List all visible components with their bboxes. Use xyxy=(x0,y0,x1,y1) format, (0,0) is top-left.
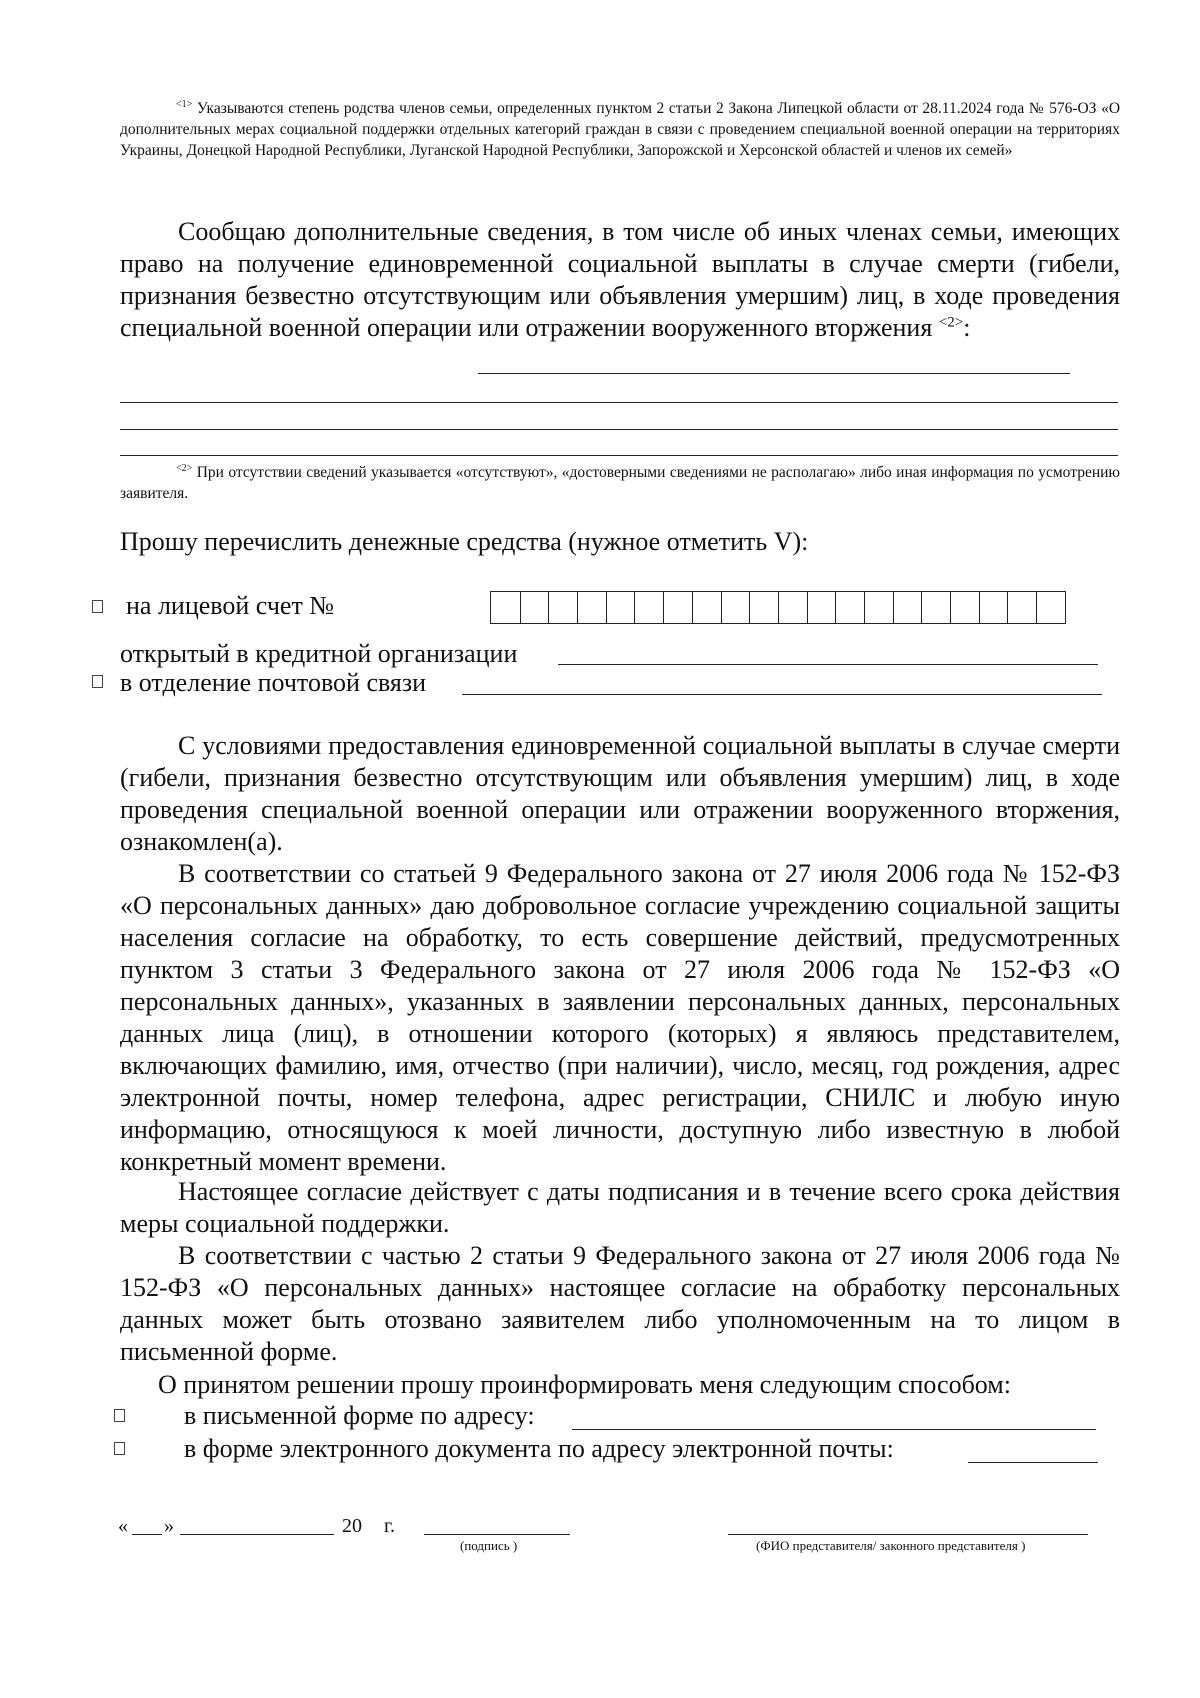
footnote-2-marker: <2> xyxy=(176,462,193,474)
account-number-cell[interactable] xyxy=(835,592,864,623)
account-label: на лицевой счет № xyxy=(126,591,335,620)
name-field[interactable] xyxy=(728,1534,1088,1535)
notify-mail-label: в письменной форме по адресу: xyxy=(184,1401,535,1430)
signature-field[interactable] xyxy=(424,1534,570,1535)
footnote-1 xyxy=(120,98,1120,161)
post-label: в отделение почтовой связи xyxy=(120,668,427,697)
bank-field[interactable] xyxy=(558,664,1098,665)
additional-info-paragraph xyxy=(120,216,1120,344)
account-number-cell[interactable] xyxy=(577,592,606,623)
consent-paragraph: В соответствии со статьей 9 Федерального закона от 27 июля 2006 года № 152-ФЗ «О персональных данных» даю добровольное согласие учреждению социальной защиты населения согласие на обработку, то есть совершение действий, предусмотренных пунктом 3 статьи 3 Федерального закона от 27 июля 2006 года № 152-ФЗ «О персональных данных», указанных в заявлении персональных данных, персональных данных лица (лиц), в отношении которого (которых) я являюсь представителем, включающих фамилию, имя, отчество (при наличии), число, месяц, год рождения, адрес электронной почты, номер телефона, адрес регистрации, СНИЛС и любую иную информацию, относящуюся к моей личности, доступную либо известную в любой конкретный момент времени. xyxy=(120,859,1120,1176)
account-number-cell[interactable] xyxy=(979,592,1008,623)
account-number-cell[interactable] xyxy=(807,592,836,623)
account-number-cell[interactable] xyxy=(692,592,721,623)
account-number-cell[interactable] xyxy=(893,592,922,623)
additional-info-field-2[interactable] xyxy=(120,402,1118,403)
post-field[interactable] xyxy=(462,694,1102,695)
bank-label: открытый в кредитной организации xyxy=(120,639,518,668)
name-caption: (ФИО представителя/ законного представителя ) xyxy=(756,1538,1026,1553)
notify-mail-field[interactable] xyxy=(572,1429,1096,1430)
date-month-field[interactable] xyxy=(180,1534,334,1535)
additional-info-text: Сообщаю дополнительные сведения, в том числе об иных членах семьи, имеющих право на получение единовременной социальной выплаты в случае смерти (гибели, признания безвестно отсутствующим или объявления умершим) лиц, в ходе проведения специальной военной операции или отражении вооруженного вторжения xyxy=(120,217,1120,342)
consent-revocation-paragraph: В соответствии с частью 2 статьи 9 Федерального закона от 27 июля 2006 года № 152-ФЗ «О персональных данных» настоящее согласие на обработку персональных данных может быть отозвано заявителем либо уполномоченным на то лицом в письменной форме. xyxy=(120,1241,1120,1366)
additional-info-marker: <2> xyxy=(938,314,964,331)
date-year-suffix: г. xyxy=(384,1515,395,1537)
footnote-2 xyxy=(120,462,1120,504)
account-number-cells[interactable] xyxy=(490,591,1066,624)
account-number-cell[interactable] xyxy=(634,592,663,623)
account-number-cell[interactable] xyxy=(548,592,577,623)
consent-validity-paragraph: Настоящее согласие действует с даты подписания и в течение всего срока действия меры социальной поддержки. xyxy=(120,1177,1120,1238)
notify-email-label: в форме электронного документа по адресу электронной почты: xyxy=(184,1434,894,1463)
signature-caption: (подпись ) xyxy=(460,1538,518,1553)
date-year-prefix: 20 xyxy=(342,1515,362,1537)
date-open-quote: « xyxy=(118,1515,128,1537)
account-number-cell[interactable] xyxy=(606,592,635,623)
account-number-cell[interactable] xyxy=(520,592,549,623)
notify-email-field[interactable] xyxy=(968,1462,1098,1463)
account-number-cell[interactable] xyxy=(749,592,778,623)
account-number-cell[interactable] xyxy=(778,592,807,623)
transfer-heading: Прошу перечислить денежные средства (нужное отметить V): xyxy=(120,527,809,556)
account-number-cell[interactable] xyxy=(950,592,979,623)
notify-mail-checkbox[interactable] xyxy=(114,1409,125,1422)
additional-info-suffix: : xyxy=(963,313,971,342)
account-number-cell[interactable] xyxy=(663,592,692,623)
notify-heading: О принятом решении прошу проинформировать меня следующим способом: xyxy=(158,1370,1011,1399)
footnote-2-text: При отсутствии сведений указывается «отсутствуют», «достоверными сведениями не располагаю» либо иная информация по усмотрению заявителя. xyxy=(120,464,1120,502)
additional-info-field-1[interactable] xyxy=(478,373,1070,374)
notify-email-checkbox[interactable] xyxy=(114,1442,125,1455)
footnote-1-marker: <1> xyxy=(176,98,193,110)
additional-info-field-3[interactable] xyxy=(120,429,1118,430)
account-number-cell[interactable] xyxy=(921,592,950,623)
post-checkbox[interactable] xyxy=(92,675,103,688)
footnote-1-text: Указываются степень родства членов семьи, определенных пунктом 2 статьи 2 Закона Липецкой области от 28.11.2024 года № 576-ОЗ «О дополнительных мерах социальной поддержки отдельных категорий граждан в связи с проведением специальной военной операции на территориях Украины, Донецкой Народной Республики, Луганской Народной Республики, Запорожской и Херсонской областей и членов их семей» xyxy=(120,100,1121,159)
account-number-cell[interactable] xyxy=(721,592,750,623)
account-checkbox[interactable] xyxy=(92,600,103,613)
additional-info-field-4[interactable] xyxy=(120,455,1118,456)
date-day-field[interactable] xyxy=(132,1534,162,1535)
account-number-cell[interactable] xyxy=(1036,592,1065,623)
date-close-quote: » xyxy=(164,1515,174,1537)
account-number-cell[interactable] xyxy=(491,592,520,623)
conditions-paragraph: С условиями предоставления единовременной социальной выплаты в случае смерти (гибели, признания безвестно отсутствующим или объявления умершим) лиц, в ходе проведения специальной военной операции или отражении вооруженного вторжения, ознакомлен(а). xyxy=(120,731,1120,856)
account-number-cell[interactable] xyxy=(1007,592,1036,623)
account-number-cell[interactable] xyxy=(864,592,893,623)
